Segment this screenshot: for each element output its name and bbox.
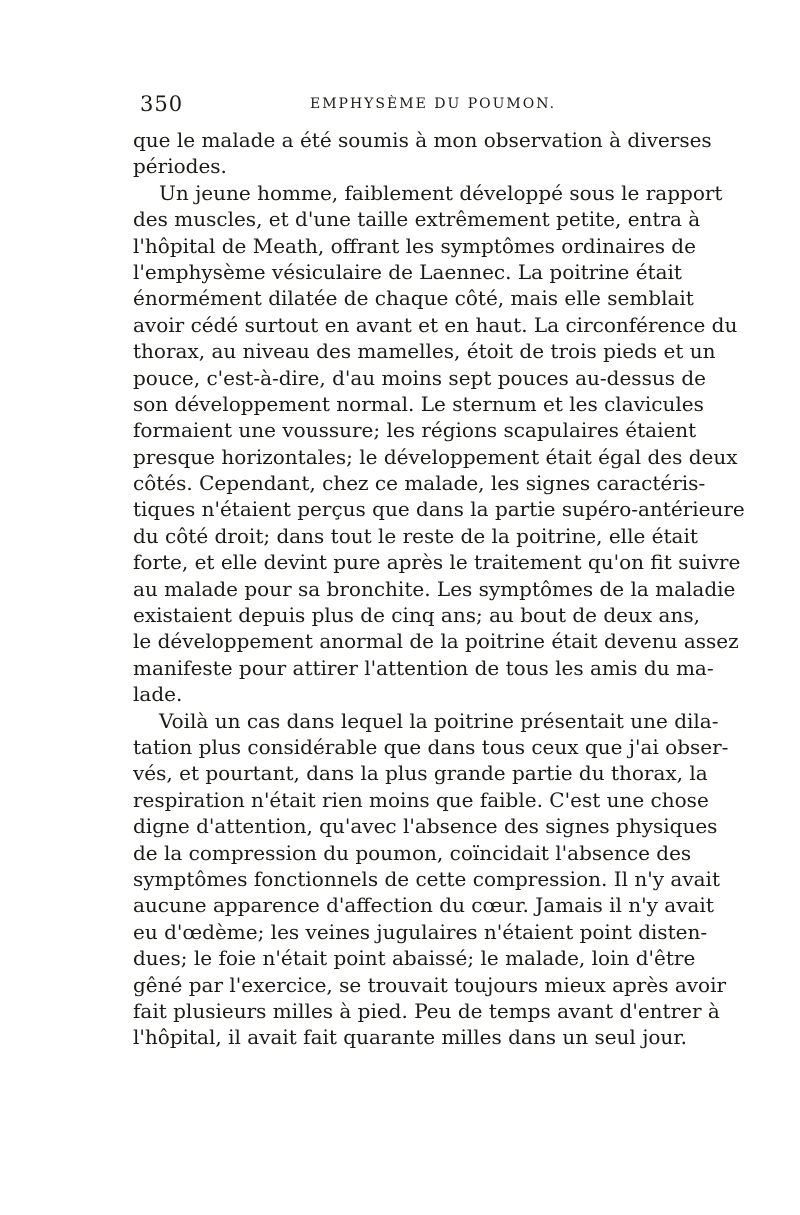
text-line: des muscles, et d'une taille extrêmement petite, entra à — [133, 207, 701, 232]
text-line: le développement anormal de la poitrine était devenu assez — [133, 629, 739, 654]
text-line: formaient une voussure; les régions scapulaires étaient — [133, 418, 697, 443]
text-line: presque horizontales; le développement était égal des deux — [133, 444, 738, 469]
page-number: 350 — [140, 92, 184, 116]
text-line: eu d'œdème; les veines jugulaires n'étaient point disten- — [133, 919, 708, 944]
text-line: manifeste pour attirer l'attention de tous les amis du ma- — [133, 655, 714, 680]
text-line: au malade pour sa bronchite. Les symptômes de la maladie — [133, 576, 736, 601]
body-text — [133, 127, 745, 1051]
text-line: existaient depuis plus de cinq ans; au bout de deux ans, — [133, 603, 700, 628]
text-line: lade. — [133, 682, 183, 707]
text-line: énormément dilatée de chaque côté, mais elle semblait — [133, 286, 694, 311]
text-line: l'hôpital de Meath, offrant les symptômes ordinaires de — [133, 233, 696, 258]
text-line: tation plus considérable que dans tous ceux que j'ai obser- — [133, 734, 729, 759]
text-line: côtés. Cependant, chez ce malade, les signes caractéris- — [133, 471, 706, 496]
text-line: avoir cédé surtout en avant et en haut. La circonférence du — [133, 312, 738, 337]
text-line: gêné par l'exercice, se trouvait toujours mieux après avoir — [133, 972, 727, 997]
text-line: Un jeune homme, faiblement développé sous le rapport — [159, 180, 723, 205]
text-line: forte, et elle devint pure après le traitement qu'on fit suivre — [133, 550, 741, 575]
text-line: périodes. — [133, 154, 227, 179]
text-line: Voilà un cas dans lequel la poitrine présentait une dila- — [159, 708, 719, 733]
text-line: l'emphysème vésiculaire de Laennec. La poitrine était — [133, 259, 682, 284]
text-line: thorax, au niveau des mamelles, étoit de trois pieds et un — [133, 339, 716, 364]
text-line: son développement normal. Le sternum et les clavicules — [133, 391, 704, 416]
text-line: dues; le foie n'était point abaissé; le malade, loin d'être — [133, 946, 696, 971]
text-line: symptômes fonctionnels de cette compression. Il n'y avait — [133, 866, 720, 891]
text-line: de la compression du poumon, coïncidait l'absence des — [133, 840, 692, 865]
text-line: que le malade a été soumis à mon observation à diverses — [133, 128, 712, 152]
text-line: pouce, c'est-à-dire, d'au moins sept pouces au-dessus de — [133, 365, 706, 390]
text-line: tiques n'étaient perçus que dans la partie supéro-antérieure — [133, 497, 745, 522]
text-line: aucune apparence d'affection du cœur. Jamais il n'y avait — [133, 893, 714, 918]
text-line: digne d'attention, qu'avec l'absence des signes physiques — [133, 814, 718, 839]
text-line: vés, et pourtant, dans la plus grande partie du thorax, la — [133, 761, 708, 786]
text-line: respiration n'était rien moins que faible. C'est une chose — [133, 787, 709, 812]
text-line: l'hôpital, il avait fait quarante milles dans un seul jour. — [133, 1025, 688, 1050]
text-line: fait plusieurs milles à pied. Peu de temps avant d'entrer à — [133, 998, 720, 1023]
running-head — [140, 92, 680, 120]
running-title: EMPHYSÈME DU POUMON. — [310, 96, 557, 112]
text-line: du côté droit; dans tout le reste de la poitrine, elle était — [133, 523, 698, 548]
